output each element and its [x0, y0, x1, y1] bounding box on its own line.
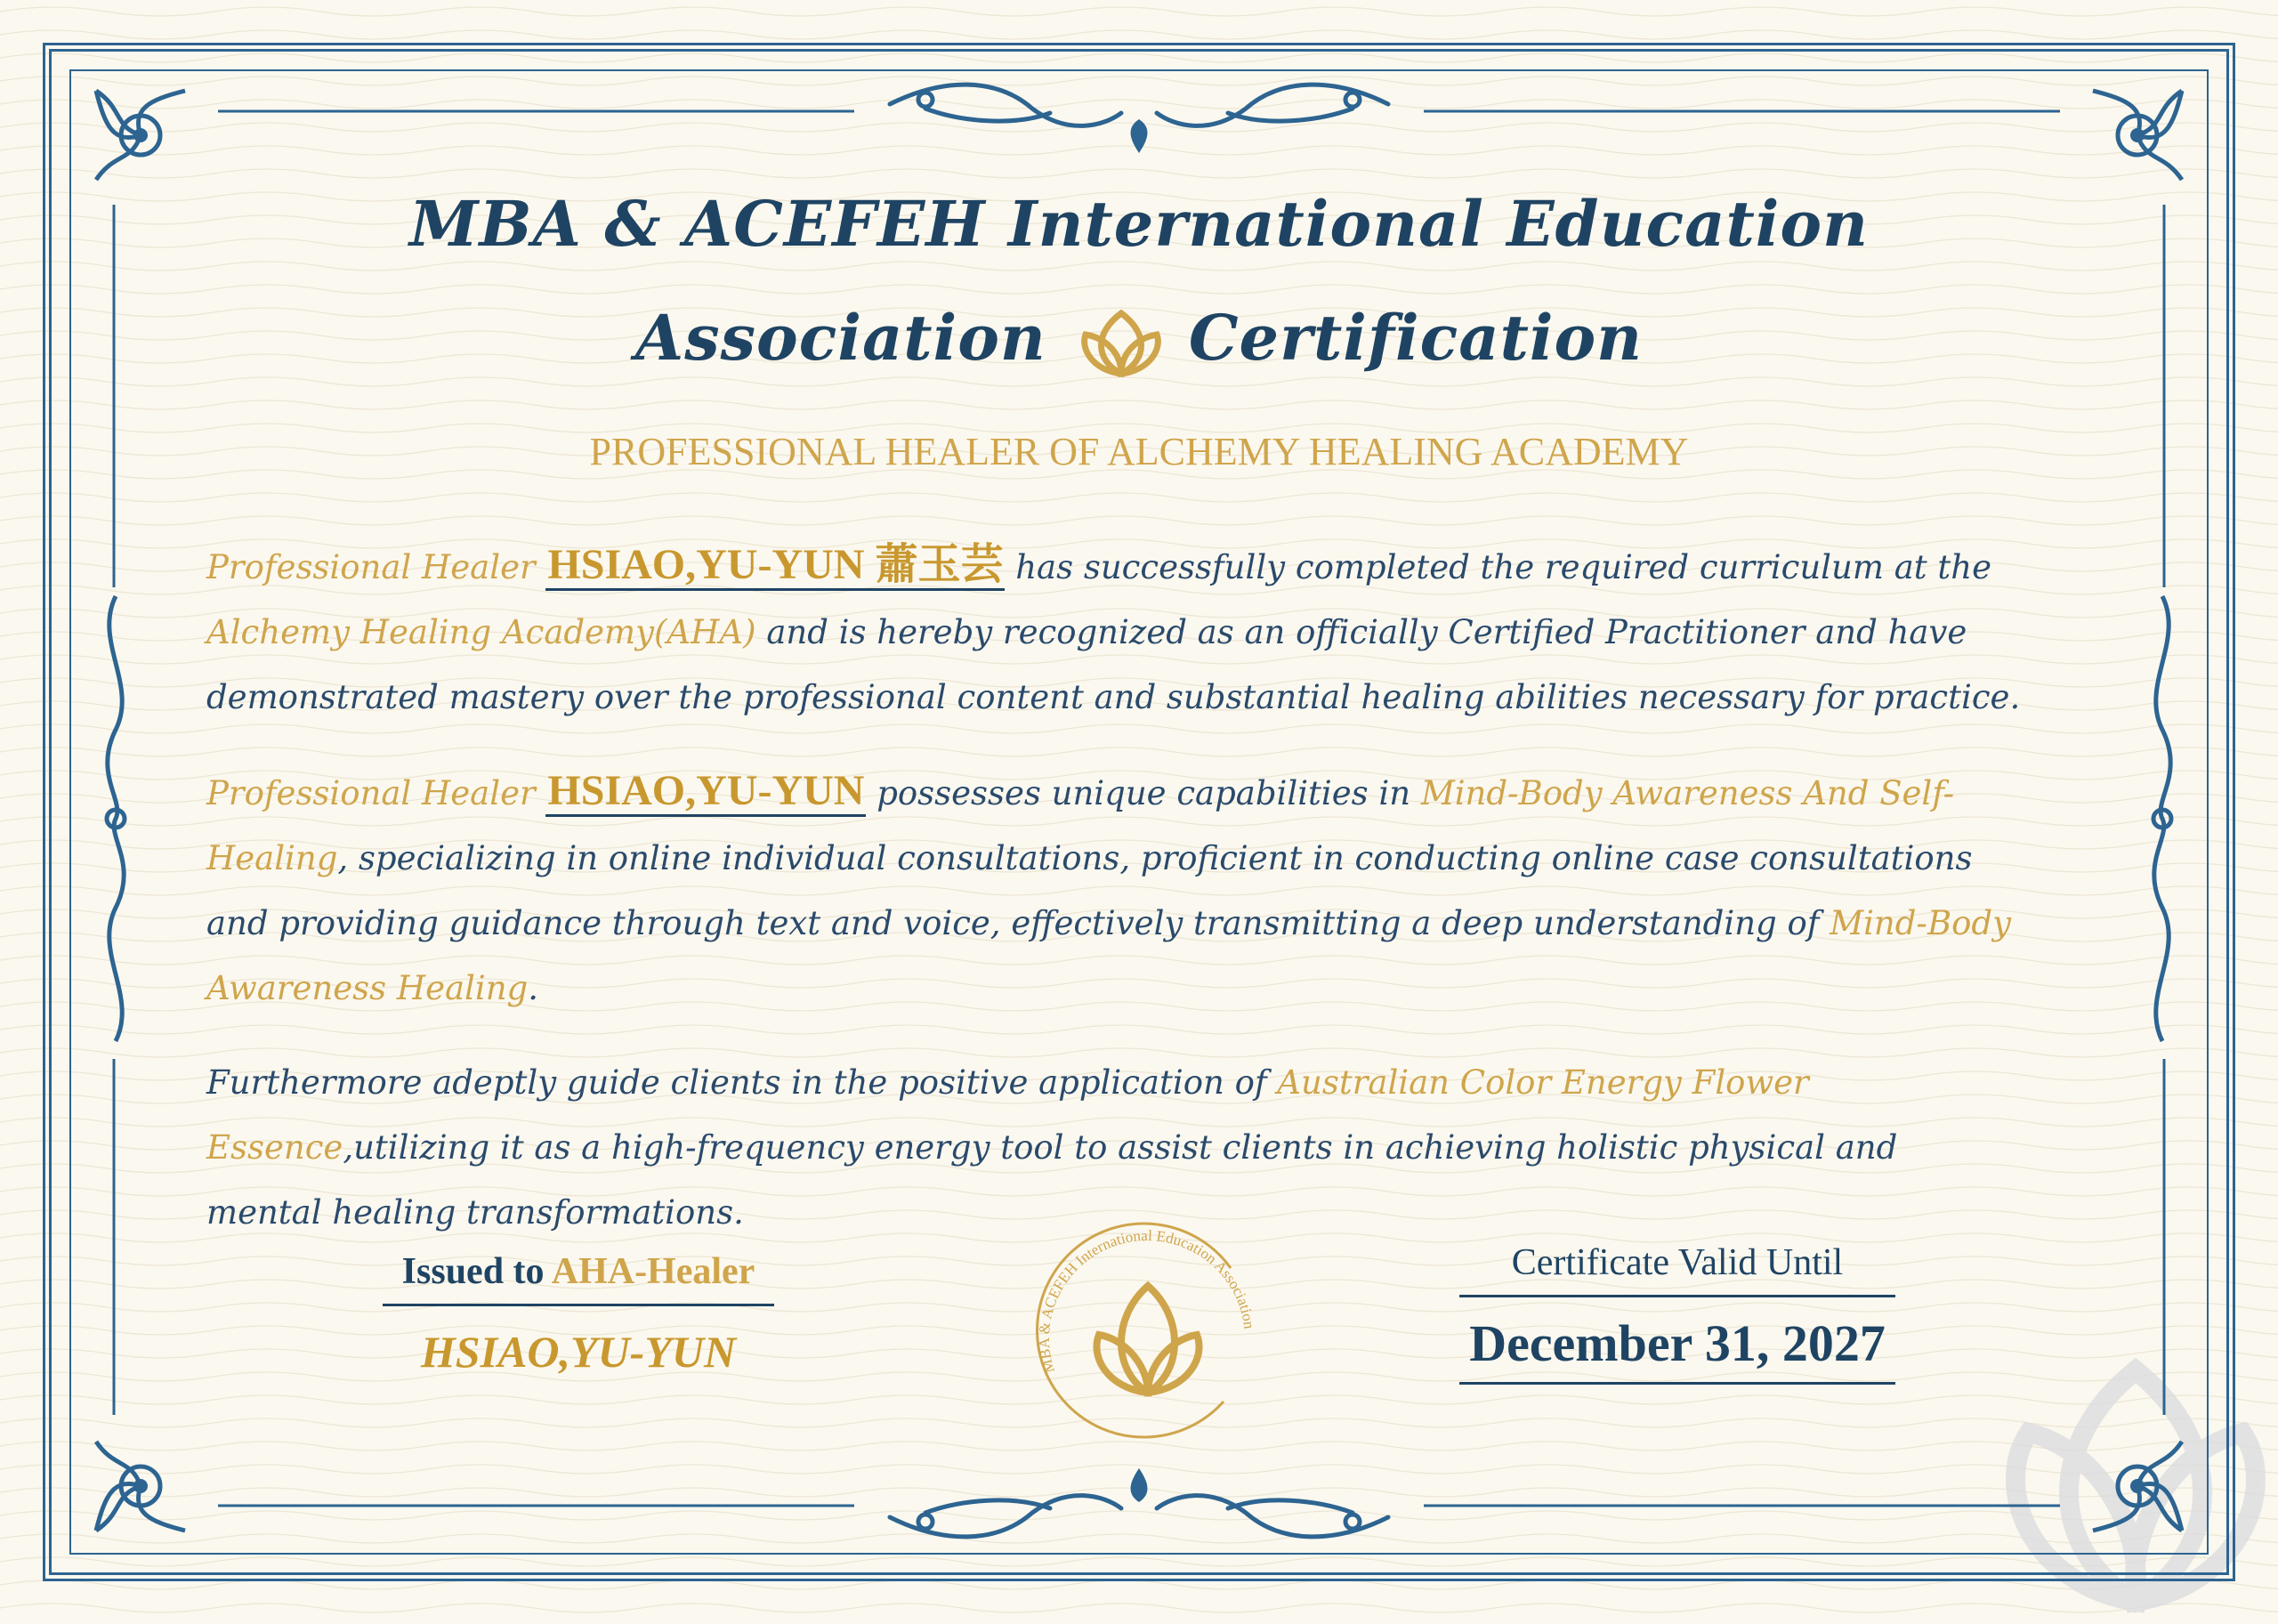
academy-name: Alchemy Healing Academy(AHA)	[206, 613, 756, 651]
recipient-name: HSIAO,YU-YUN	[420, 1327, 737, 1377]
issued-to-block	[383, 1250, 774, 1378]
specialty-awareness-healing: Mind-Body Awareness Healing	[206, 904, 2011, 1007]
seal-text: MBA & ACEFEH International Education Association	[1035, 1226, 1258, 1376]
association-seal	[1019, 1197, 1277, 1455]
healer-name: HSIAO,YU-YUN	[545, 767, 866, 817]
side-ornament-right-icon	[2136, 587, 2189, 1050]
paragraph-capabilities	[206, 758, 2022, 1021]
title-certification: Certification	[1188, 301, 1644, 375]
specialty-self-healing: Mind-Body Awareness And Self-Healing	[206, 774, 1955, 877]
issued-label: Issued to	[401, 1251, 545, 1292]
valid-until-label: Certificate Valid Until	[1459, 1241, 1895, 1297]
p2-text-2: , specializing in online individual consultations, proficient in conducting online case consultations and providing guidance through text and voice, effectively transmitting a deep understanding of	[206, 839, 1973, 942]
p1-lead: Professional Healer	[206, 548, 546, 586]
lotus-logo-icon	[1077, 308, 1166, 379]
seal-lotus-icon	[1096, 1286, 1199, 1393]
p3-text-2: ,utilizing it as a high-frequency energy tool to assist clients in achieving holistic physical and mental healing transformations.	[206, 1128, 1898, 1232]
healer-name-full: HSIAO,YU-YUN 蕭玉芸	[545, 541, 1005, 591]
corner-ornament-top-right-icon	[2084, 82, 2191, 189]
validity-block	[1459, 1241, 1895, 1385]
p2-lead: Professional Healer	[206, 774, 546, 812]
flower-essence-name: Australian Color Energy Flower Essence	[206, 1063, 1809, 1167]
title-association: Association	[634, 301, 1046, 375]
corner-ornament-bottom-right-icon	[2084, 1433, 2191, 1539]
program-subtitle: PROFESSIONAL HEALER OF ALCHEMY HEALING ACADEMY	[589, 430, 1689, 473]
paragraph-certification	[206, 532, 2022, 730]
p1-text-1: has successfully completed the required curriculum at the	[1005, 548, 1991, 586]
side-ornament-left-icon	[89, 587, 142, 1050]
corner-ornament-top-left-icon	[87, 82, 194, 189]
issued-to-label	[383, 1250, 774, 1306]
p2-text-1: possesses unique capabilities in	[866, 774, 1421, 812]
corner-ornament-bottom-left-icon	[87, 1433, 194, 1539]
p3-text-1: Furthermore adeptly guide clients in the positive application of	[206, 1063, 1278, 1102]
valid-until-date: December 31, 2027	[1459, 1297, 1895, 1385]
p2-text-3: .	[528, 969, 539, 1007]
certificate-title-line1: MBA & ACEFEH International Education	[409, 187, 1869, 261]
issued-program: AHA-Healer	[551, 1251, 755, 1292]
p1-text-2: and is hereby recognized as an officially Certified Practitioner and have demonstrated mastery over the professional content and substantial healing abilities necessary for practice.	[206, 613, 2021, 716]
